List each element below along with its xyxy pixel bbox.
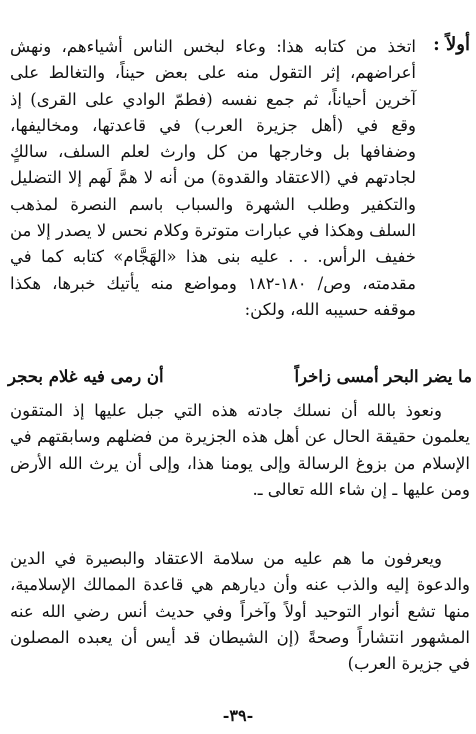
paragraph-first: اتخذ من كتابه هذا: وعاء لبخس الناس أشياءهم، ونهش أعراضهم، إثر التقول منه على بعض حيناً، والتغالط على آخرين أحياناً، ثم جمع نفسه (فطمّ الوادي على القرى) إذ وقع في (أهل جزيرة العرب) في قاعدتها، ومخاليفها، وضفافها بل وخارجها من كل وارث لعلم السلف، سالكٍ لجادتهم في (الاعتقاد والقدوة) من أنه لا همَّ لَهم إلا التضليل والتكفير وطلب الشهرة والسباب باسم النصرة لمذهب السلف وهكذا في عبارات متوترة وكلام نحس لا يصدر إلا من خفيف الرأس. . . عليه بنى هذا «الهَجَّام» كتابه كما في مقدمته، وص/ ١٨٠-١٨٢ ومواضع منه يأتيك خبرها، هكذا موقفه حسيبه الله، ولكن: xyxy=(10,37,416,319)
paragraph-second: ونعوذ بالله أن نسلك جادته هذه التي جبل عليها إذ المتقون يعلمون حقيقة الحال عن أهل هذه الجزيرة من فضلهم وسابقتهم في الإسلام من بزوغ الرسالة وإلى يومنا هذا، وإلى أن يرث الله الأرض ومن عليها ـ إن شاء الله تعالى ـ. xyxy=(10,401,470,499)
verse-second-hemistich: أن رمى فيه غلام بحجر xyxy=(8,367,164,386)
paragraph-third-block xyxy=(10,546,470,677)
page-number: -٣٩- xyxy=(222,706,254,725)
section-heading: أولاً : xyxy=(433,34,470,55)
paragraph-third: ويعرفون ما هم عليه من سلامة الاعتقاد والبصيرة في الدين والدعوة إليه والذب عنه وأن ديارهم هي قاعدة الممالك الإسلامية، منها تشع أنوار التوحيد أولاً وآخراً وفي حديث أنس رضي الله عنه المشهور انتشاراً وصحةً (إن الشيطان قد أيس أن يعبده المصلون في جزيرة العرب) xyxy=(10,549,470,674)
verse-first-hemistich: ما يضر البحر أمسى زاخراً xyxy=(294,367,472,386)
poetry-verse xyxy=(8,364,472,390)
paragraph-second-block xyxy=(10,398,470,503)
first-paragraph-block xyxy=(10,34,416,323)
